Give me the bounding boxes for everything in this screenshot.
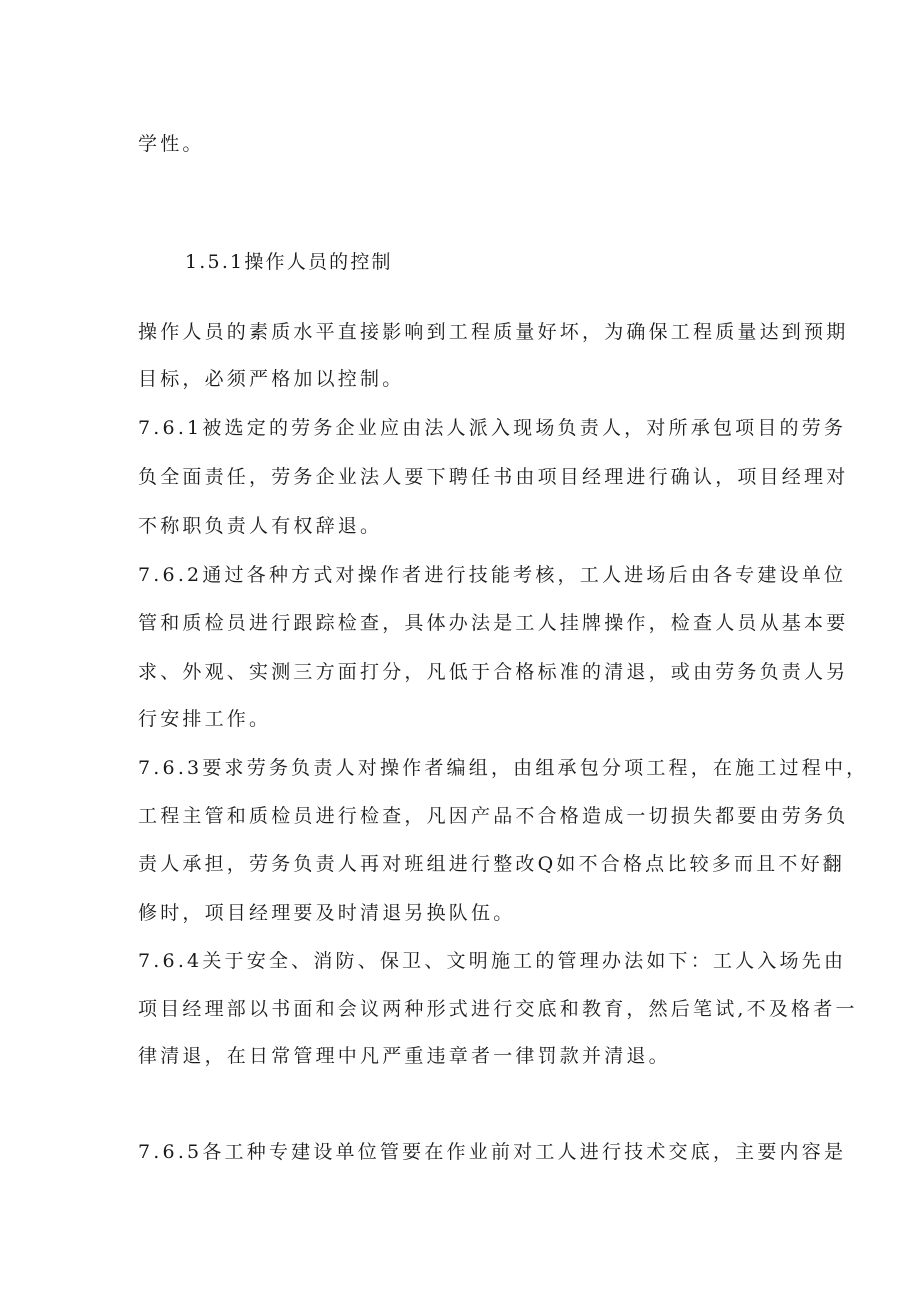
section-heading: 1.5.1操作人员的控制 — [185, 251, 393, 273]
text-line: 7.6.2通过各种方式对操作者进行技能考核，工人进场后由各专建设单位 — [138, 564, 847, 586]
text-line: 律清退，在日常管理中凡严重违章者一律罚款并清退。 — [138, 1045, 671, 1067]
text-line: 操作人员的素质水平直接影响到工程质量好坏，为确保工程质量达到预期 — [138, 321, 849, 343]
text-line: 负全面责任，劳务企业法人要下聘任书由项目经理进行确认，项目经理对 — [138, 466, 849, 488]
text-line: 求、外观、实测三方面打分，凡低于合格标准的清退，或由劳务负责人另 — [138, 661, 849, 683]
text-line: 工程主管和质检员进行检查，凡因产品不合格造成一切损失都要由劳务负 — [138, 805, 849, 827]
text-line: 项目经理部以书面和会议两种形式进行交底和教育，然后笔试,不及格者一 — [138, 998, 858, 1020]
text-line: 管和质检员进行跟踪检查，具体办法是工人挂牌操作，检查人员从基本要 — [138, 612, 849, 634]
text-line: 7.6.5各工种专建设单位管要在作业前对工人进行技术交底，主要内容是 — [138, 1141, 847, 1163]
text-line: 7.6.3要求劳务负责人对操作者编组，由组承包分项工程，在施工过程中， — [138, 757, 869, 779]
text-line: 目标，必须严格加以控制。 — [138, 368, 405, 390]
text-line: 行安排工作。 — [138, 708, 272, 730]
text-line: 修时，项目经理要及时清退另换队伍。 — [138, 902, 516, 924]
text-line: 学性。 — [138, 133, 205, 155]
text-line: 责人承担，劳务负责人再对班组进行整改Q如不合格点比较多而且不好翻 — [138, 853, 845, 875]
text-line: 不称职负责人有权辞退。 — [138, 515, 383, 537]
text-line: 7.6.1被选定的劳务企业应由法人派入现场负责人，对所承包项目的劳务 — [138, 417, 847, 439]
text-line: 7.6.4关于安全、消防、保卫、文明施工的管理办法如下：工人入场先由 — [138, 950, 847, 972]
